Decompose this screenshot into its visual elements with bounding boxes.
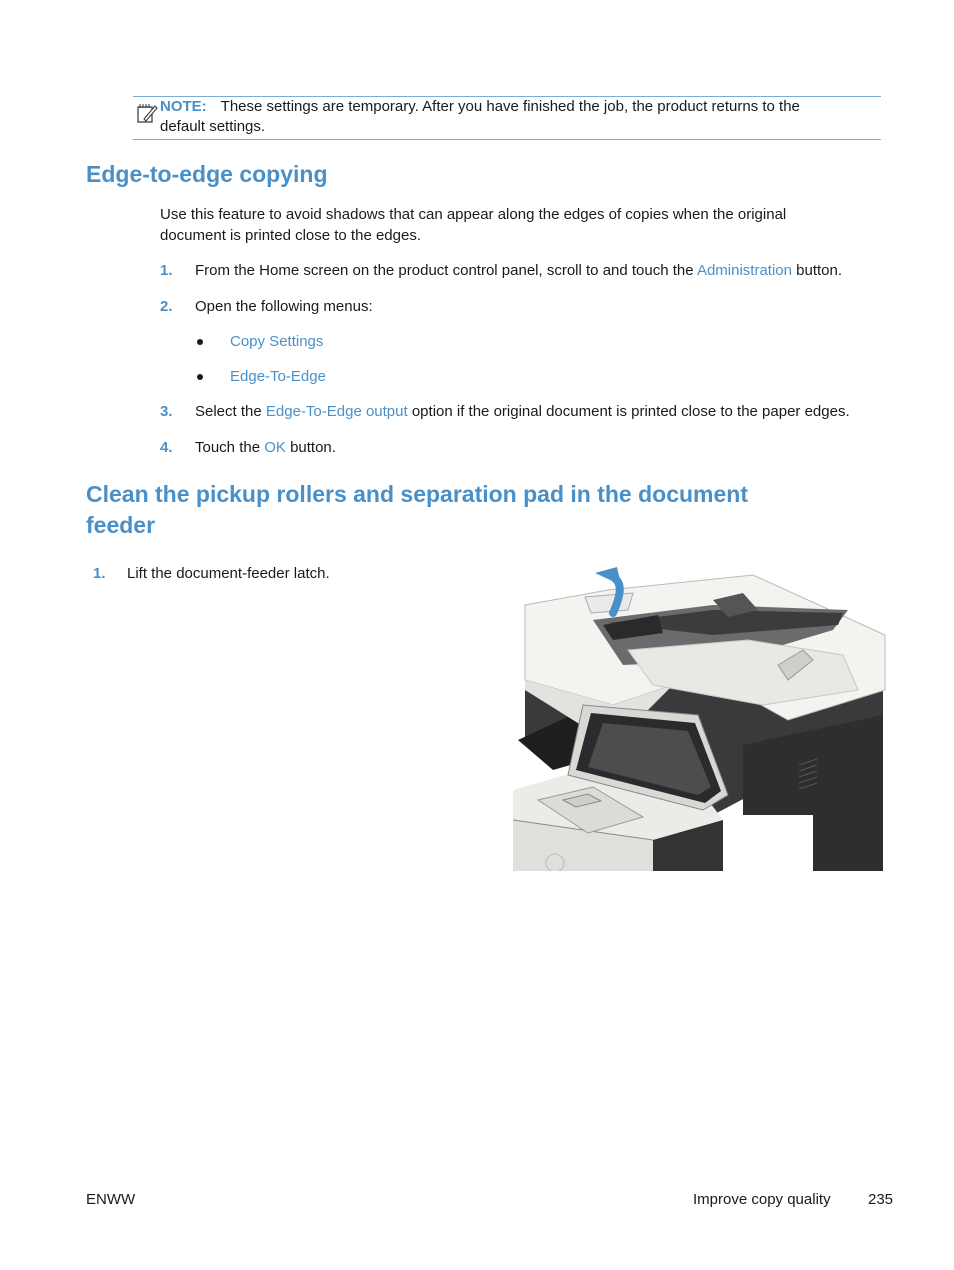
intro-line1: Use this feature to avoid shadows that can appear along the edges of copies when the original [160,206,787,223]
step-text-pre: Select the [195,403,266,420]
ok-button-link[interactable]: OK [264,439,286,456]
step-number: 4. [160,439,173,456]
note-box [133,96,881,140]
step-text: Lift the document-feeder latch. [127,565,330,582]
step-number: 3. [160,403,173,420]
step-text [195,401,850,422]
bullet-dot [197,339,203,345]
step-text-pre: From the Home screen on the product control panel, scroll to and touch the [195,262,697,279]
section-heading-clean-rollers [86,479,748,541]
edge-to-edge-link[interactable]: Edge-To-Edge [230,368,326,385]
step-number: 2. [160,298,173,315]
step-text-post: button. [285,439,336,456]
step-text: Open the following menus: [195,298,373,315]
administration-link[interactable]: Administration [696,262,792,279]
note-line2: default settings. [160,118,266,135]
heading-line2: feeder [86,512,156,538]
note-label: NOTE: [160,98,207,115]
intro-line2: document is printed close to the edges. [160,227,421,244]
step-text-post: option if the original document is printed close to the paper edges. [407,403,850,420]
note-text [160,97,880,137]
note-icon [135,101,159,125]
footer-left: ENWW [86,1191,136,1208]
note-line1: These settings are temporary. After you have finished the job, the product returns to the [220,98,800,115]
heading-line1: Clean the pickup rollers and separation pad in the document [86,481,749,507]
step-text [195,260,842,281]
copy-settings-link[interactable]: Copy Settings [230,333,324,350]
step-number: 1. [160,262,173,279]
step-text [195,437,336,458]
footer-page-number: 235 [868,1191,894,1208]
step-text-post: button. [792,262,843,279]
intro-paragraph [160,204,880,246]
section-heading-edge-to-edge: Edge-to-edge copying [86,161,328,187]
edge-to-edge-output-link[interactable]: Edge-To-Edge output [265,403,408,420]
step-text-pre: Touch the [195,439,265,456]
footer-section: Improve copy quality [693,1191,831,1208]
bullet-dot [197,374,203,380]
step-number: 1. [93,565,106,582]
printer-illustration [513,565,888,871]
